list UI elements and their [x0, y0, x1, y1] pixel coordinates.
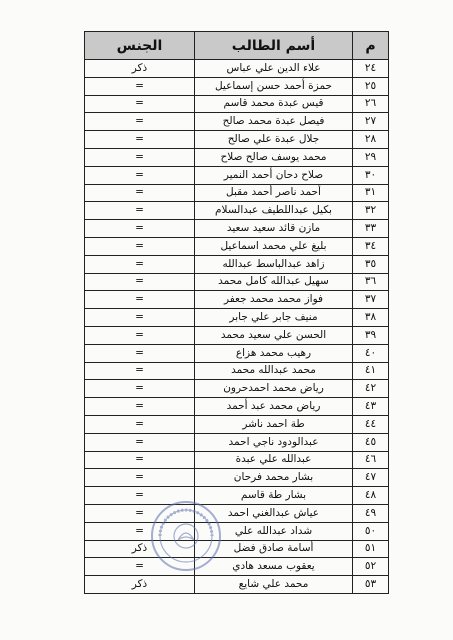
row-student-name: عبدالله علي عبدة [195, 451, 353, 469]
row-student-name: مازن قائد سعيد سعيد [195, 220, 353, 238]
table-row [85, 273, 389, 291]
row-gender: = [85, 166, 195, 184]
row-gender: = [85, 344, 195, 362]
row-number: ٣٦ [353, 273, 389, 291]
row-gender: = [85, 291, 195, 309]
row-student-name: بكيل عبداللطيف عبدالسلام [195, 202, 353, 220]
row-student-name: رهيب محمد هزاع [195, 344, 353, 362]
row-gender: ذكر [85, 540, 195, 558]
row-gender: = [85, 522, 195, 540]
scan-mark [421, 4, 443, 14]
row-gender: = [85, 131, 195, 149]
row-student-name: صلاح دحان أحمد النمير [195, 166, 353, 184]
table-row [85, 522, 389, 540]
table-row [85, 255, 389, 273]
table-row [85, 504, 389, 522]
table-row [85, 220, 389, 238]
row-number: ٢٩ [353, 148, 389, 166]
table-row [85, 202, 389, 220]
row-gender: = [85, 558, 195, 576]
header-gender: الجنس [85, 32, 195, 60]
row-gender: = [85, 95, 195, 113]
table-row [85, 398, 389, 416]
table-row [85, 451, 389, 469]
row-gender: ذكر [85, 60, 195, 78]
table-row [85, 184, 389, 202]
row-number: ٣٥ [353, 255, 389, 273]
row-number: ٤٧ [353, 469, 389, 487]
row-number: ٢٦ [353, 95, 389, 113]
row-student-name: محمد عبدالله محمد [195, 362, 353, 380]
row-student-name: طة احمد ناشر [195, 415, 353, 433]
table-row [85, 60, 389, 78]
row-gender: = [85, 380, 195, 398]
table-row [85, 469, 389, 487]
row-gender: = [85, 148, 195, 166]
table-row [85, 326, 389, 344]
row-gender: = [85, 220, 195, 238]
table-row [85, 95, 389, 113]
row-number: ٤٤ [353, 415, 389, 433]
row-gender: = [85, 237, 195, 255]
table-row [85, 309, 389, 327]
row-number: ٤١ [353, 362, 389, 380]
table-row [85, 576, 389, 594]
row-number: ٤٣ [353, 398, 389, 416]
row-number: ٤٠ [353, 344, 389, 362]
table-row [85, 131, 389, 149]
row-student-name: محمد يوسف صالح صلاح [195, 148, 353, 166]
row-gender: = [85, 309, 195, 327]
row-number: ٤٨ [353, 487, 389, 505]
table-row [85, 237, 389, 255]
table-row [85, 344, 389, 362]
row-number: ٣٣ [353, 220, 389, 238]
row-number: ٣٧ [353, 291, 389, 309]
row-number: ٤٩ [353, 504, 389, 522]
row-student-name: جلال عبدة علي صالح [195, 131, 353, 149]
row-number: ٢٤ [353, 60, 389, 78]
table-row [85, 433, 389, 451]
row-number: ٤٢ [353, 380, 389, 398]
row-number: ٢٥ [353, 77, 389, 95]
row-number: ٥٢ [353, 558, 389, 576]
row-student-name: قيس عبدة محمد قاسم [195, 95, 353, 113]
row-student-name: زاهد عبدالباسط عبدالله [195, 255, 353, 273]
row-gender: ذكر [85, 576, 195, 594]
row-gender: = [85, 184, 195, 202]
row-gender: = [85, 326, 195, 344]
row-number: ٥٣ [353, 576, 389, 594]
row-student-name: فيصل عبدة محمد صالح [195, 113, 353, 131]
table-row [85, 291, 389, 309]
row-student-name: حمزة أحمد حسن إسماعيل [195, 77, 353, 95]
table-row [85, 380, 389, 398]
student-roster-table [84, 31, 389, 594]
header-student-name: أسم الطالب [195, 32, 353, 60]
roster-body [85, 60, 389, 594]
row-gender: = [85, 202, 195, 220]
row-student-name: الحسن علي سعيد محمد [195, 326, 353, 344]
row-gender: = [85, 273, 195, 291]
header-number: م [353, 32, 389, 60]
row-gender: = [85, 398, 195, 416]
row-gender: = [85, 362, 195, 380]
row-number: ٢٨ [353, 131, 389, 149]
row-gender: = [85, 77, 195, 95]
row-student-name: بشار طة قاسم [195, 487, 353, 505]
row-gender: = [85, 487, 195, 505]
table-row [85, 487, 389, 505]
row-student-name: علاء الدين علي عباس [195, 60, 353, 78]
row-student-name: فواز محمد محمد جعفر [195, 291, 353, 309]
row-gender: = [85, 415, 195, 433]
row-gender: = [85, 504, 195, 522]
row-gender: = [85, 451, 195, 469]
row-number: ٣٩ [353, 326, 389, 344]
row-student-name: رياض محمد عبد أحمد [195, 398, 353, 416]
row-number: ٤٥ [353, 433, 389, 451]
row-student-name: بشار محمد فرحان [195, 469, 353, 487]
table-row [85, 166, 389, 184]
row-student-name: منيف جابر علي جابر [195, 309, 353, 327]
row-student-name: سهيل عبدالله كامل محمد [195, 273, 353, 291]
table-row [85, 113, 389, 131]
table-row [85, 148, 389, 166]
row-student-name: رياض محمد احمدحرون [195, 380, 353, 398]
table-row [85, 77, 389, 95]
row-number: ٣١ [353, 184, 389, 202]
row-student-name: عبدالودود ناجي احمد [195, 433, 353, 451]
row-number: ٣٢ [353, 202, 389, 220]
row-student-name: يعقوب مسعد هادي [195, 558, 353, 576]
row-student-name: أحمد ناصر أحمد مقبل [195, 184, 353, 202]
table-row [85, 362, 389, 380]
table-row [85, 415, 389, 433]
official-seal-stamp-icon [150, 500, 222, 572]
row-gender: = [85, 433, 195, 451]
row-number: ٢٧ [353, 113, 389, 131]
table-header-row [85, 32, 389, 60]
row-number: ٥١ [353, 540, 389, 558]
row-student-name: عياش عبدالغني احمد [195, 504, 353, 522]
row-number: ٥٠ [353, 522, 389, 540]
row-student-name: أسامة صادق فضل [195, 540, 353, 558]
row-gender: = [85, 113, 195, 131]
row-gender: = [85, 469, 195, 487]
row-number: ٣٨ [353, 309, 389, 327]
row-student-name: شداد عبدالله علي [195, 522, 353, 540]
row-number: ٣٤ [353, 237, 389, 255]
table-row [85, 558, 389, 576]
row-student-name: محمد علي شايع [195, 576, 353, 594]
row-number: ٤٦ [353, 451, 389, 469]
row-gender: = [85, 255, 195, 273]
row-number: ٣٠ [353, 166, 389, 184]
row-student-name: بليغ علي محمد اسماعيل [195, 237, 353, 255]
table-row [85, 540, 389, 558]
